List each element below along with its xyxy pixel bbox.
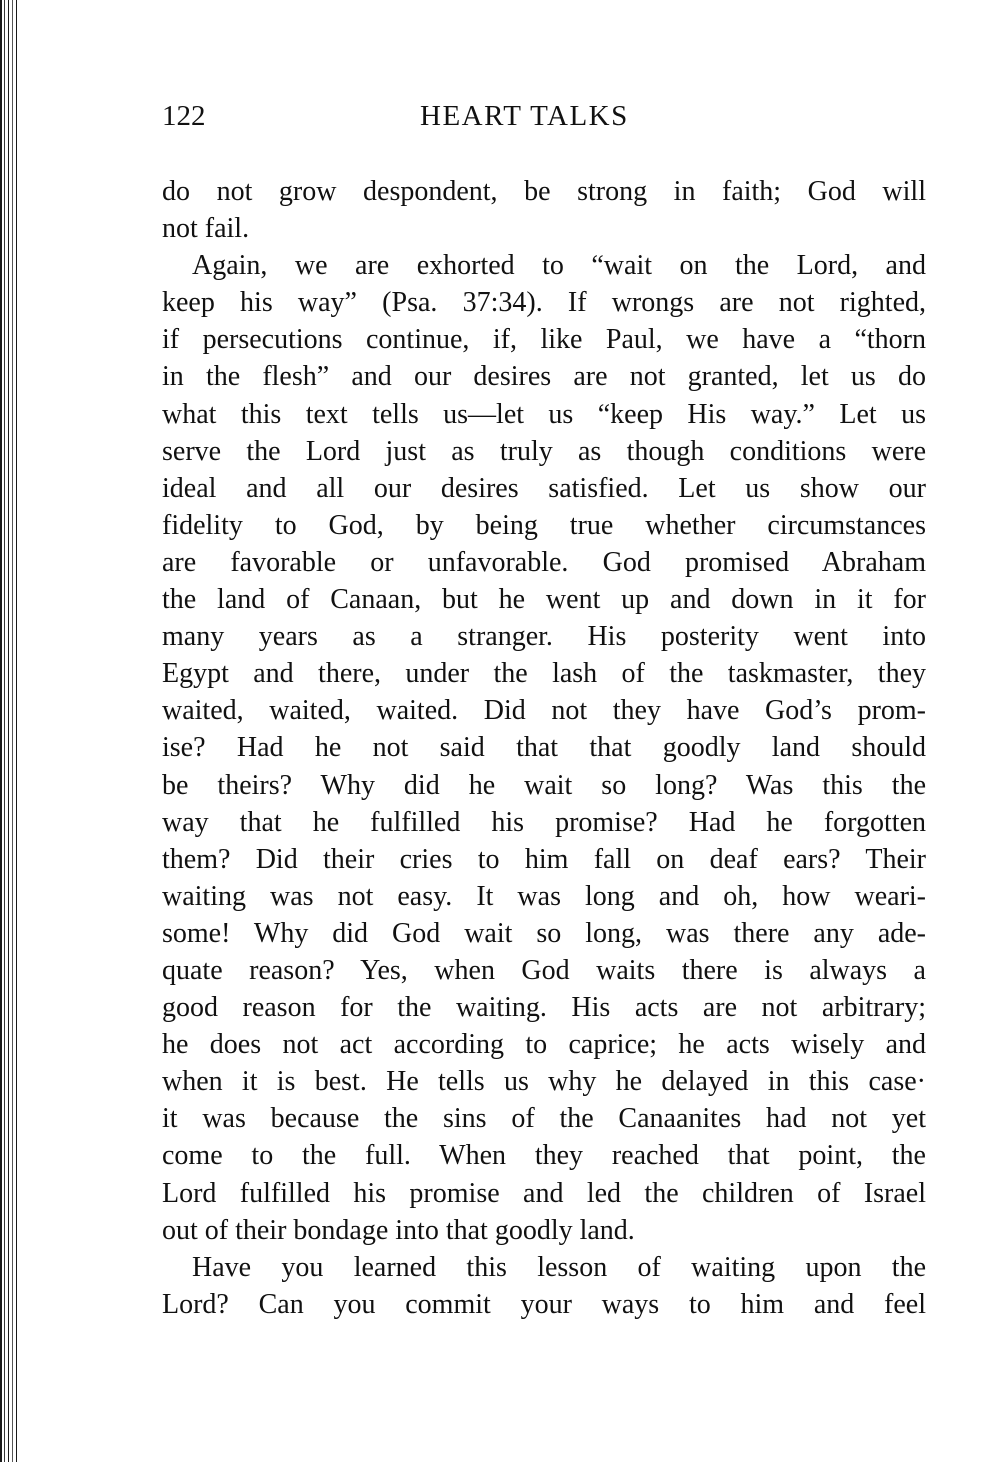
- text-line: Have you learned this lesson of waiting upon the: [192, 1251, 926, 1283]
- text-line: many years as a stranger. His posterity went into: [162, 621, 926, 653]
- text-line: ideal and all our desires satisfied. Let us show our: [162, 472, 926, 504]
- text-line: do not grow despondent, be strong in faith; God will: [162, 176, 926, 207]
- text-line: keep his way” (Psa. 37:34). If wrongs are not righted,: [162, 287, 926, 319]
- text-line: when it is best. He tells us why he delayed in this case·: [162, 1066, 926, 1098]
- page-number: 122: [162, 100, 206, 132]
- text-line: out of their bondage into that goodly land.: [162, 1214, 635, 1246]
- book-title: HEART TALKS: [420, 100, 629, 132]
- text-line: them? Did their cries to him fall on deaf ears? Their: [162, 843, 926, 875]
- text-line: waiting was not easy. It was long and oh, how weari-: [162, 880, 926, 912]
- text-line: are favorable or unfavorable. God promised Abraham: [162, 546, 926, 578]
- text-line: Egypt and there, under the lash of the taskmaster, they: [162, 658, 926, 690]
- body-text: [162, 173, 926, 1323]
- text-line: what this text tells us—let us “keep His way.” Let us: [162, 398, 926, 430]
- text-line: not fail.: [162, 213, 250, 245]
- text-line: it was because the sins of the Canaanites had not yet: [162, 1103, 926, 1135]
- text-line: Again, we are exhorted to “wait on the Lord, and: [192, 250, 926, 282]
- text-line: Lord fulfilled his promise and led the children of Israel: [162, 1177, 926, 1209]
- binding-edge: [0, 0, 22, 1462]
- running-head: [162, 100, 926, 140]
- text-line: way that he fulfilled his promise? Had he forgotten: [162, 806, 926, 838]
- text-line: fidelity to God, by being true whether circumstances: [162, 509, 926, 541]
- text-line: the land of Canaan, but he went up and down in it for: [162, 584, 926, 616]
- text-line: in the flesh” and our desires are not granted, let us do: [162, 361, 926, 393]
- text-line: come to the full. When they reached that point, the: [162, 1140, 926, 1172]
- text-line: if persecutions continue, if, like Paul, we have a “thorn: [162, 324, 926, 356]
- text-line: be theirs? Why did he wait so long? Was this the: [162, 769, 926, 801]
- text-line: some! Why did God wait so long, was there any ade-: [162, 917, 926, 949]
- text-line: Lord? Can you commit your ways to him and feel: [162, 1288, 926, 1320]
- text-line: good reason for the waiting. His acts are not arbitrary;: [162, 992, 926, 1024]
- text-line: he does not act according to caprice; he acts wisely and: [162, 1029, 926, 1061]
- text-line: serve the Lord just as truly as though conditions were: [162, 435, 926, 467]
- text-line: ise? Had he not said that that goodly land should: [162, 732, 926, 764]
- text-line: quate reason? Yes, when God waits there is always a: [162, 954, 926, 986]
- text-line: waited, waited, waited. Did not they have God’s prom-: [162, 695, 926, 727]
